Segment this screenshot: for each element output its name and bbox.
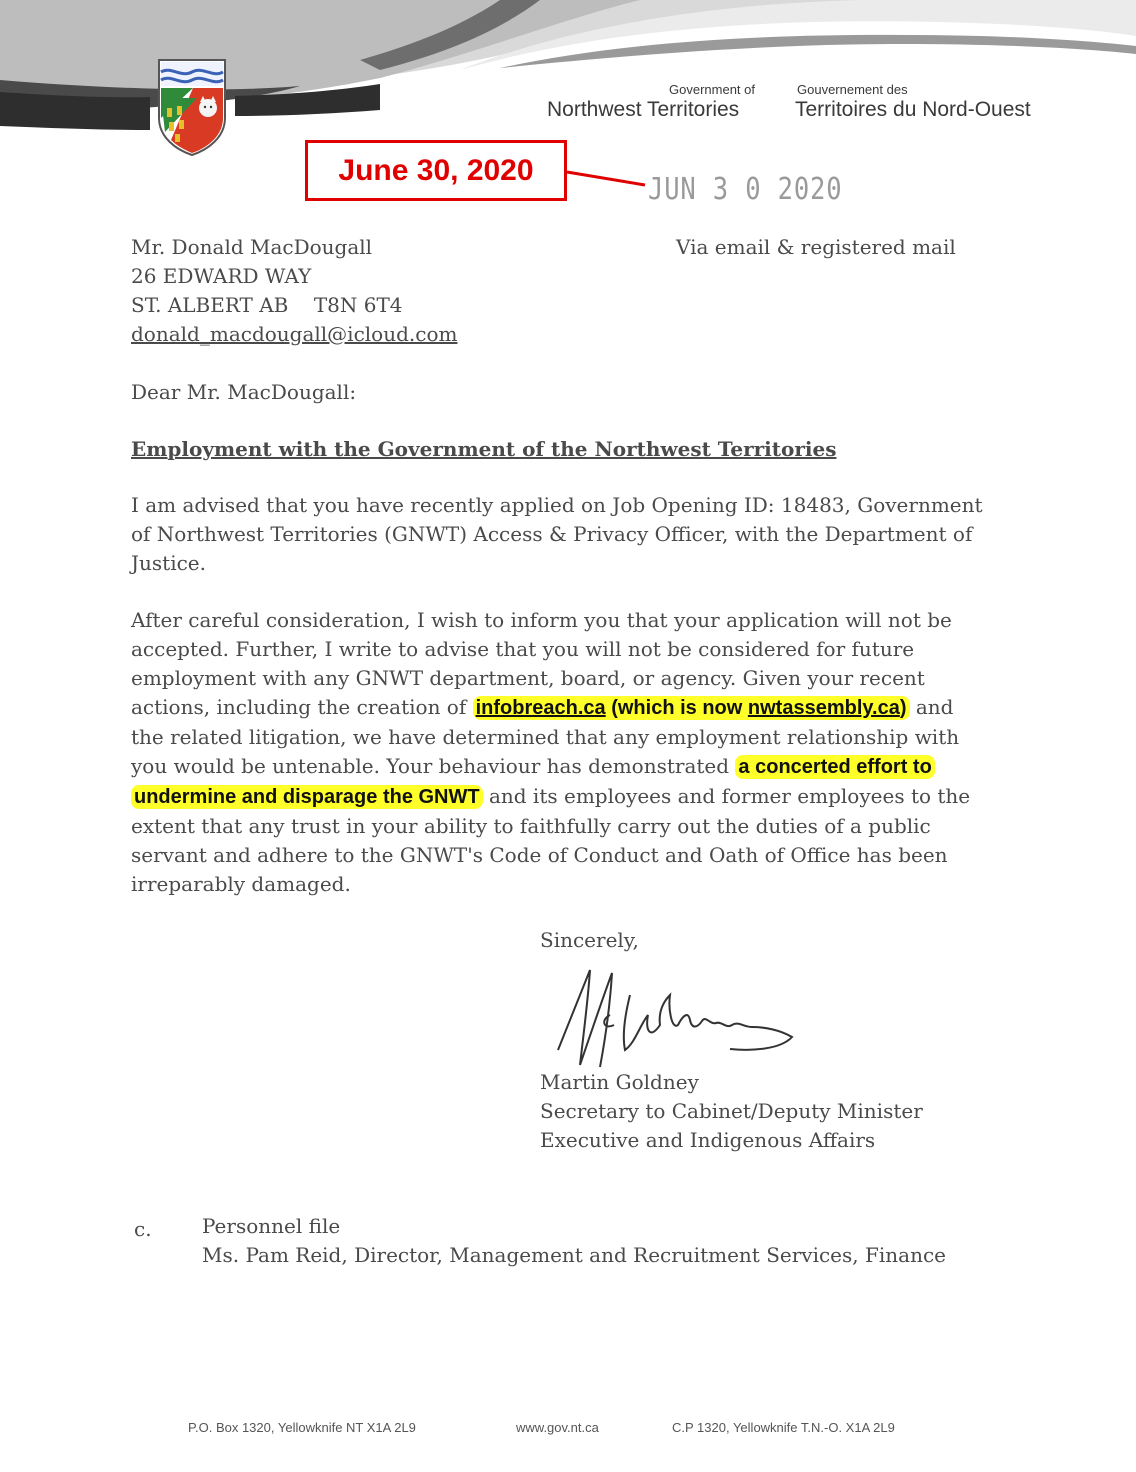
cc-label: c. xyxy=(134,1217,152,1241)
p2-line8: extent that any trust in your ability to faithfully carry out the duties of a public xyxy=(131,814,931,838)
gov-en-name: Northwest Territories xyxy=(547,98,740,121)
p2-line3: employment with any GNWT department, board, or agency. Given your recent xyxy=(131,666,925,690)
date-callout: June 30, 2020 xyxy=(305,140,567,201)
delivery-method: Via email & registered mail xyxy=(676,235,956,259)
salutation: Dear Mr. MacDougall: xyxy=(131,380,357,404)
signatory-name: Martin Goldney xyxy=(540,1070,699,1094)
gov-fr-name: Territoires du Nord-Ouest xyxy=(795,98,1031,121)
paragraph-1 xyxy=(131,491,1017,578)
recipient-city: ST. ALBERT AB T8N 6T4 xyxy=(131,293,403,317)
footer-address-en: P.O. Box 1320, Yellowknife NT X1A 2L9 xyxy=(188,1420,416,1435)
paragraph-2 xyxy=(131,606,1017,899)
closing: Sincerely, xyxy=(540,928,639,952)
p2-line4-pre: actions, including the creation of xyxy=(131,695,473,719)
highlight-websites xyxy=(473,696,910,720)
p2-line6-pre: you would be untenable. Your behaviour has demonstrated xyxy=(131,754,736,778)
p2-line6 xyxy=(131,752,1017,782)
hl1-mid: (which is now xyxy=(605,697,748,719)
p2-line7 xyxy=(131,782,1017,812)
gov-fr-small: Gouvernement des xyxy=(797,82,908,97)
p2-line5: the related litigation, we have determined that any employment relationship with xyxy=(131,725,960,749)
p2-line2: accepted. Further, I write to advise that you will not be considered for future xyxy=(131,637,915,661)
handwritten-signature xyxy=(540,955,810,1075)
cc-line-2: Ms. Pam Reid, Director, Management and Recruitment Services, Finance xyxy=(202,1243,946,1267)
recipient-email[interactable]: donald_macdougall@icloud.com xyxy=(131,322,458,346)
link-nwtassembly[interactable]: nwtassembly.ca xyxy=(747,697,900,719)
hl1-end: ) xyxy=(899,697,907,719)
gov-en-small: Government of xyxy=(669,82,755,97)
link-infobreach[interactable]: infobreach.ca xyxy=(475,697,606,719)
highlight-concerted-effort: a concerted effort to xyxy=(735,755,934,779)
recipient-name: Mr. Donald MacDougall xyxy=(131,235,373,259)
highlight-undermine: undermine and disparage the GNWT xyxy=(131,785,483,809)
p1-line3: Justice. xyxy=(131,551,206,575)
p1-line2: of Northwest Territories (GNWT) Access & Privacy Officer, with the Department of xyxy=(131,522,973,546)
signatory-title-1: Secretary to Cabinet/Deputy Minister xyxy=(540,1099,923,1123)
p2-line10: irreparably damaged. xyxy=(131,872,351,896)
p2-line1: After careful consideration, I wish to inform you that your application will not be xyxy=(131,608,952,632)
signatory-title-2: Executive and Indigenous Affairs xyxy=(540,1128,876,1152)
p2-line9: servant and adhere to the GNWT's Code of Conduct and Oath of Office has been xyxy=(131,843,948,867)
nwt-coat-of-arms-icon xyxy=(157,58,227,156)
footer-website[interactable]: www.gov.nt.ca xyxy=(516,1420,599,1435)
p1-line1: I am advised that you have recently applied on Job Opening ID: 18483, Government xyxy=(131,493,983,517)
p2-line4-post: and xyxy=(909,695,954,719)
cc-line-1: Personnel file xyxy=(202,1214,341,1238)
subject-line: Employment with the Government of the Northwest Territories xyxy=(131,437,837,461)
p2-line4 xyxy=(131,693,1017,723)
recipient-street: 26 EDWARD WAY xyxy=(131,264,312,288)
p2-line7-post: and its employees and former employees to the xyxy=(482,784,971,808)
date-stamp: JUN 3 0 2020 xyxy=(648,172,843,207)
footer-address-fr: C.P 1320, Yellowknife T.N.-O. X1A 2L9 xyxy=(672,1420,895,1435)
